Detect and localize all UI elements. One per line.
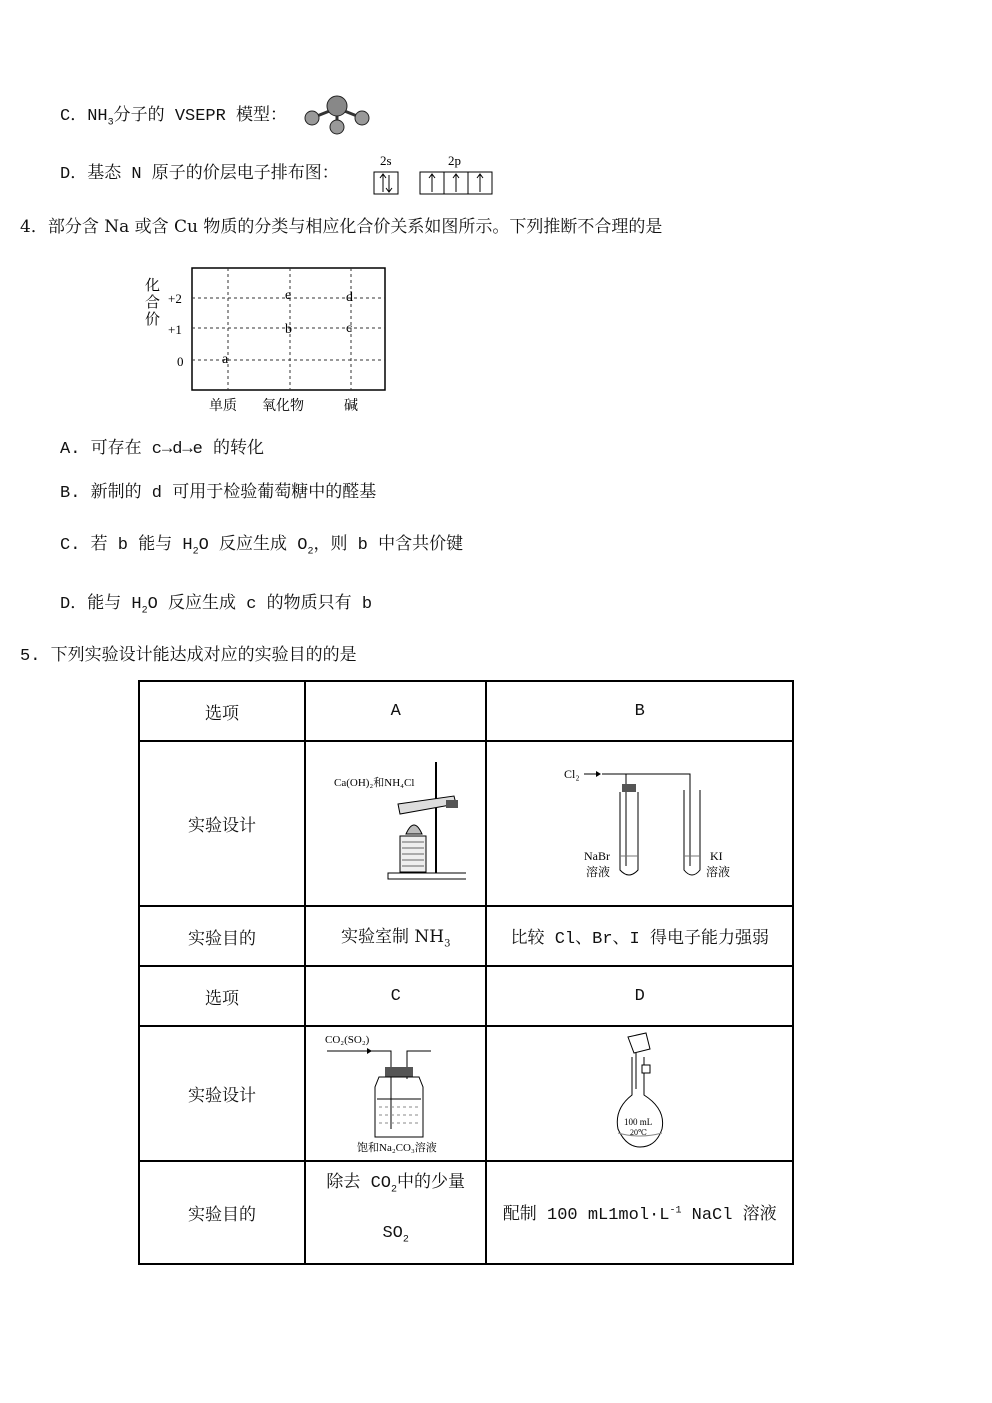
label-2s: 2s [380,153,392,168]
fig-b-left-2: 溶液 [585,865,610,879]
cell-option-header-2: 选项 [139,966,305,1026]
q4-option-b: B. 新制的 d 可用于检验葡萄糖中的醛基 [60,484,377,503]
fig-c-gas: CO₂(SO₂) [324,1034,370,1046]
x-tick-elemental: 单质 [209,399,237,414]
y-label-char-1: 化 [145,278,161,294]
y-tick-zero: 0 [177,354,184,369]
nh3-vsepr-model-figure [300,94,374,136]
cell-purpose-b: 比较 Cl、Br、I 得电子能力强弱 [486,906,793,966]
valence-classification-chart [140,262,400,422]
cell-purpose-header-1: 实验目的 [139,906,305,966]
orbital-diagram [370,152,496,198]
point-e: e [285,288,292,303]
x-tick-base: 碱 [344,399,358,414]
q4-option-a: A. 可存在 c→d→e 的转化 [60,440,265,459]
q4-stem: 4．部分含 Na 或含 Cu 物质的分类与相应化合价关系如图所示。下列推断不合理的是 [20,217,663,237]
y-label-char-2: 合 [145,295,161,311]
cell-option-b: B [486,681,793,741]
cell-purpose-c: 除去 $CO_2$中的少量 $SO_2$ [305,1161,487,1264]
fig-b-gas: Cl₂ [563,767,580,781]
point-b: b [285,322,292,337]
x-tick-oxide: 氧化物 [262,399,304,414]
cell-design-a [305,741,487,906]
q3-option-d: D．基态 N 原子的价层电子排布图： [60,165,339,184]
cell-option-header-1: 选项 [139,681,305,741]
experiment-table [138,680,794,1265]
fig-d-volume: 100 mL [623,1117,652,1127]
cell-design-header-1: 实验设计 [139,741,305,906]
cell-option-c: C [305,966,487,1026]
q3-option-c: C．$NH_3$分子的 VSEPR 模型： [60,107,288,129]
y-tick-plus1: +1 [168,322,182,337]
cell-option-a: A [305,681,487,741]
label-2p: 2p [448,153,461,168]
volumetric-flask-figure [600,1029,680,1153]
cell-purpose-a: 实验室制 $NH_3$ [305,906,487,966]
halogen-apparatus-figure [540,756,740,886]
fig-b-right-1: KI [709,849,723,863]
gas-washing-bottle-figure [321,1029,471,1153]
fig-a-label: Ca(OH)₂和NH₄Cl [333,777,415,789]
q4-option-c: C. 若 b 能与 $H_2O$ 反应生成 $O_2$，则 b 中含共价键 [60,536,464,558]
cell-design-header-2: 实验设计 [139,1026,305,1161]
q4-option-d: D．能与 $H_2O$ 反应生成 c 的物质只有 b [60,595,373,617]
y-axis-label [145,277,160,328]
cell-option-d: D [486,966,793,1026]
fig-b-right-2: 溶液 [705,865,730,879]
fig-b-left-1: NaBr [583,849,610,863]
cell-purpose-d: 配制 100 $mL1mol\cdot L^{-1}$ NaCl 溶液 [486,1161,793,1264]
q5-stem: 5. 下列实验设计能达成对应的实验目的的是 [20,647,357,666]
fig-c-solution: 饱和Na₂CO₃溶液 [356,1142,437,1153]
cell-design-c [305,1026,487,1161]
cell-design-d [486,1026,793,1161]
nh3-apparatus-figure [326,756,466,886]
point-c: c [346,321,353,336]
y-label-char-3: 价 [145,312,161,328]
y-tick-plus2: +2 [168,291,182,306]
point-d: d [346,290,353,305]
point-a: a [222,352,229,367]
fig-d-temp: 20℃ [629,1128,647,1137]
cell-design-b [486,741,793,906]
cell-purpose-header-2: 实验目的 [139,1161,305,1264]
